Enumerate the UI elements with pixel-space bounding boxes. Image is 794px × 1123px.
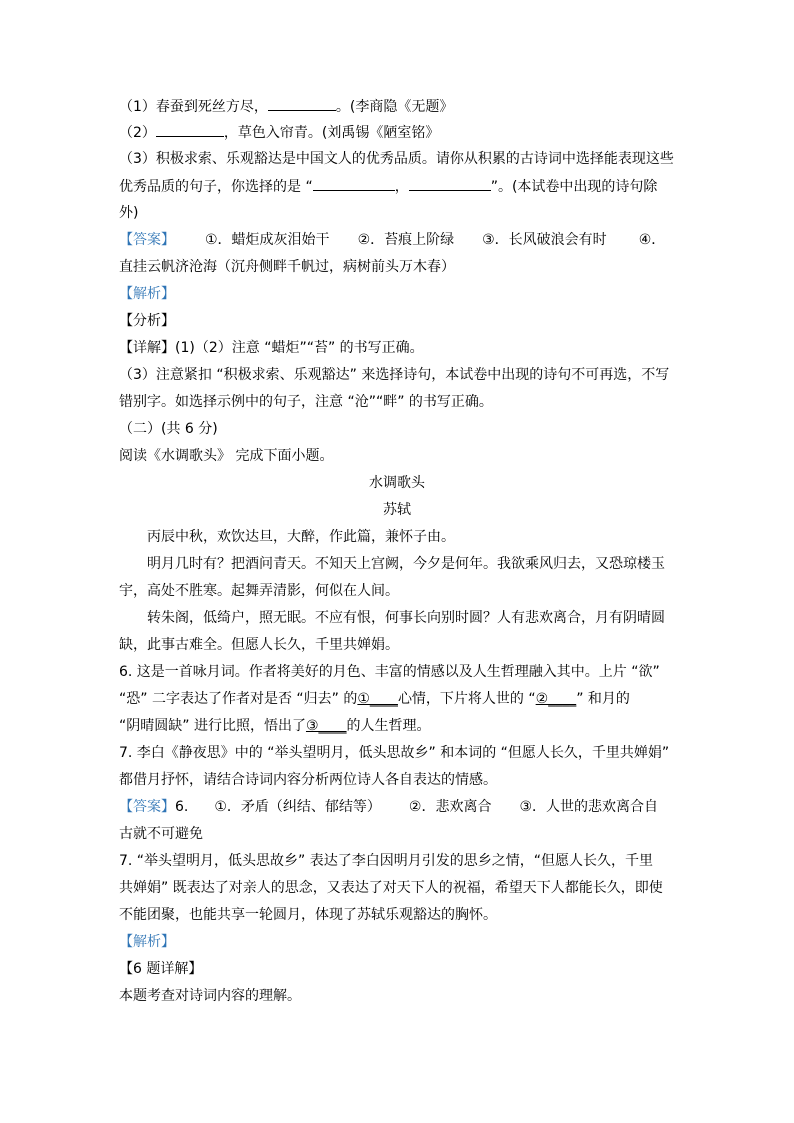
question-3-line-2 [119, 176, 657, 197]
detail-text: (1)（2）注意 “蜡炬”“苔” 的书写正确。 [175, 340, 424, 356]
analysis-label: 【解析】 [119, 934, 175, 950]
poem-line-3: 转朱阁，低绮户，照无眠。不应有恨，何事长向别时圆？人有悲欢离合，月有阴晴圆 [147, 610, 665, 626]
question-3-line-3: 外) [119, 205, 139, 221]
blank-3: ③____ [305, 718, 347, 734]
answer-7-line-2: 共婵娟” 既表达了对亲人的思念，又表达了对天下人的祝福，希望天下人都能长久，即使 [119, 880, 663, 896]
blank-2: ②____ [535, 691, 577, 707]
question-6-line-3 [119, 716, 431, 736]
question-6-text: “恐” 二字表达了作者对是否 “归去” 的 [119, 691, 358, 707]
answer-label: 【答案】 [119, 232, 175, 248]
poem-line-1: 明月几时有？把酒问青天。不知天上宫阙，今夕是何年。我欲乘风归去，又恐琼楼玉 [147, 556, 665, 572]
question-6-line-2 [119, 689, 630, 709]
reading-prompt: 阅读《水调歌头》 完成下面小题。 [119, 448, 334, 464]
answer-blank [313, 176, 395, 191]
detail-line-2: （3）注意紧扣 “积极求索、乐观豁达” 来选择诗句，本试卷中出现的诗句不可再选，不写 [119, 367, 670, 383]
answer-7-line-3: 不能团聚，也能共享一轮圆月，体现了苏轼乐观豁达的胸怀。 [119, 907, 497, 923]
question-3-note: ”。(本试卷中出现的诗句除 [490, 179, 658, 195]
answer-1-item-1: ①．蜡炬成灰泪始干 [205, 232, 330, 248]
question-6-text: ” 和月的 [576, 691, 630, 707]
answer-2-line [119, 797, 658, 817]
comma: ， [394, 179, 409, 195]
question-2-number: （2） [119, 125, 156, 141]
question-2-line [119, 122, 439, 143]
question-6-detail-text: 本题考查对诗词内容的理解。 [119, 988, 301, 1004]
answer-blank [268, 96, 336, 111]
answer-1-continuation: 直挂云帆济沧海（沉舟侧畔千帆过，病树前头万木春） [119, 259, 455, 275]
question-1-text: （1）春蚕到死丝方尽， [119, 99, 268, 115]
answer-1-item-4: ④． [638, 232, 666, 248]
answer-1-item-3: ③．长风破浪会有时 [482, 232, 607, 248]
answer-blank [156, 122, 224, 137]
answer-2-item-1: ①．矛盾（纠结、郁结等） [214, 799, 381, 815]
poem-line-4: 缺，此事古难全。但愿人长久，千里共婵娟。 [119, 637, 399, 653]
question-3-line-1: （3）积极求索、乐观豁达是中国文人的优秀品质。请你从积累的古诗词中选择能表现这些 [119, 151, 674, 167]
answer-2-item-3: ③．人世的悲欢离合自 [519, 799, 659, 815]
answer-2-item-2: ②．悲欢离合 [408, 799, 492, 815]
question-1-source: 。(李商隐《无题》 [335, 99, 454, 115]
answer-2-continuation: 古就不可避免 [119, 826, 203, 842]
answer-2-number: 6. [175, 799, 189, 815]
fenxi-label: 【分析】 [119, 313, 175, 329]
answer-7-line-1: 7. “举头望明月，低头思故乡” 表达了李白因明月引发的思乡之情，“但愿人长久，千里 [119, 853, 654, 869]
question-7-line-2: 都借月抒怀，请结合诗词内容分析两位诗人各自表达的情感。 [119, 772, 497, 788]
question-6-text: 心情，下片将人世的 “ [397, 691, 536, 707]
answer-label: 【答案】 [119, 799, 175, 815]
answer-blank [409, 176, 491, 191]
section-heading: （二）(共 6 分) [119, 421, 218, 437]
poem-preface: 丙辰中秋，欢饮达旦，大醉，作此篇，兼怀子由。 [147, 529, 455, 545]
question-6-line-1: 6. 这是一首咏月词。作者将美好的月色、丰富的情感以及人生哲理融入其中。上片 “欲” [119, 664, 660, 680]
question-2-text: ，草色入帘青。(刘禹锡《陋室铭》 [223, 125, 440, 141]
detail-line-1 [119, 338, 424, 358]
question-6-detail-label: 【6 题详解】 [119, 961, 203, 977]
analysis-label: 【解析】 [119, 286, 175, 302]
question-7-line-1: 7. 李白《静夜思》中的 “举头望明月，低头思故乡” 和本词的 “但愿人长久，千里共婵娟” [119, 745, 670, 761]
question-6-text: “阴晴圆缺” 进行比照，悟出了 [119, 718, 306, 734]
question-6-text: 的人生哲理。 [346, 718, 431, 734]
question-3-text: 优秀品质的句子，你选择的是 “ [119, 179, 313, 195]
answer-1-line [119, 230, 665, 250]
poem-line-2: 宇，高处不胜寒。起舞弄清影，何似在人间。 [119, 583, 399, 599]
detail-line-3: 错别字。如选择示例中的句子，注意 “沧”“畔” 的书写正确。 [119, 394, 493, 410]
detail-label: 【详解】 [119, 340, 175, 356]
poem-title: 水调歌头 [369, 475, 425, 491]
answer-1-item-2: ②．苔痕上阶绿 [357, 232, 455, 248]
question-1-line [119, 96, 453, 117]
poem-author: 苏轼 [383, 502, 411, 518]
blank-1: ①____ [357, 691, 398, 707]
